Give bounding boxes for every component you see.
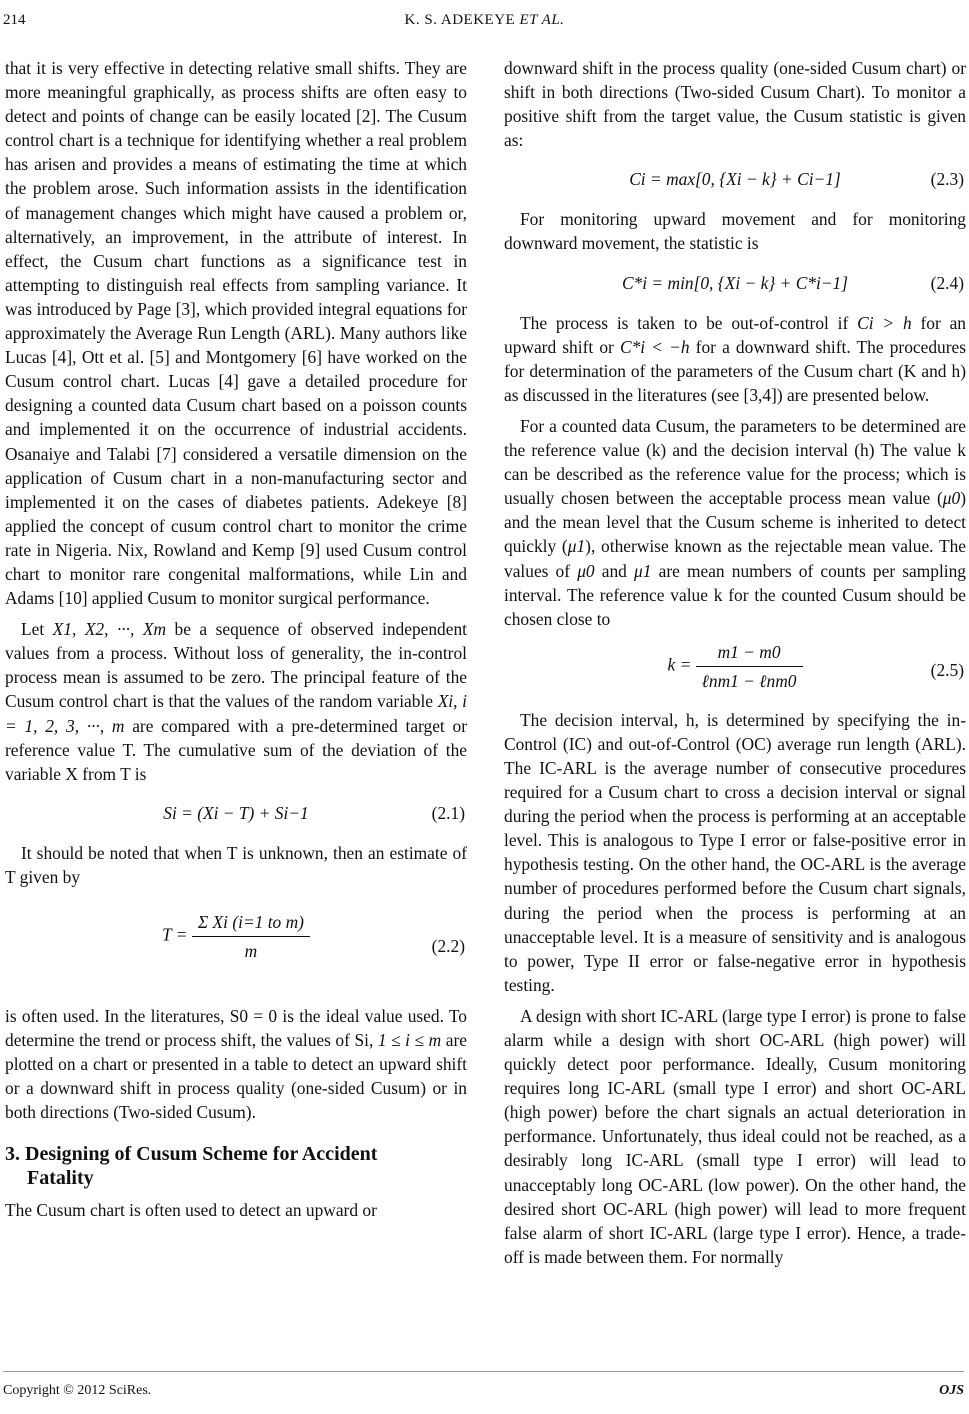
- math-xi: Xi: [437, 691, 454, 712]
- math-mu1: μ1: [567, 536, 586, 557]
- text-sequence-desc: be a sequence of observed independent values from a process. Without loss of generality, the in-control process mean is assumed to be zero. The principal feature of the Cusum control chart is that the values of the random variable: [5, 619, 467, 712]
- section-title-line-2: Fatality: [27, 1167, 94, 1190]
- running-head-etal: ET AL.: [519, 12, 565, 28]
- page-number: 214: [3, 12, 26, 28]
- section-number: 3.: [5, 1143, 20, 1166]
- left-paragraph-2: Let X1, X2, ···, Xm be a sequence of observed independent values from a process. Without loss of generality, the in-control process mean is assumed to be zero. The principal feature of the Cusum control chart is that the values of the random variable Xi, i = 1, 2, 3, ···, m are compared with a pre-determined target or reference value T. The cumulative sum of the deviation of the variable X from T is: [5, 619, 467, 784]
- left-paragraph-5: The Cusum chart is often used to detect an upward or: [5, 1200, 377, 1221]
- left-column: [5, 56, 467, 1230]
- equation-2-2-number: (2.2): [431, 936, 465, 956]
- equation-2-3-body: Ci = max[0, {Xi − k} + Ci−1]: [629, 169, 841, 190]
- equation-2-1: [5, 793, 467, 833]
- math-mu0-second: μ0: [577, 560, 595, 581]
- equation-2-2-numerator: Σ Xi (i=1 to m): [192, 910, 310, 937]
- math-mu0: μ0: [942, 488, 961, 509]
- equation-2-5-denominator: ℓnm1 − ℓnm0: [701, 670, 797, 691]
- running-head-authors: K. S. ADEKEYE: [404, 12, 516, 28]
- text-upward-shift: for an upward shift or: [504, 312, 966, 357]
- math-index-range: i = 1, 2, 3, ···, m: [5, 691, 467, 736]
- equation-2-4: [504, 263, 966, 303]
- text-parameters: For a counted data Cusum, the parameters to be determined are the reference value (k) and the decision interval (h) The value k can be described as the reference value for the process; which is usually chosen between the acceptable process mean value (: [504, 415, 966, 509]
- right-paragraph-2: For monitoring upward movement and for monitoring downward movement, the statistic is: [504, 209, 966, 254]
- right-paragraph-3: [504, 311, 966, 407]
- right-paragraph-6: A design with short IC-ARL (large type I error) is prone to false alarm while a design with short OC-ARL (high power) will quickly detect poor performance. Ideally, Cusum monitoring requires long IC-ARL (small type I error) and short OC-ARL (high power) before the chart signals an actual deterioration in performance. Unfortunately, thus ideal could not be reached, as a desirably long IC-ARL (small type I error) will lead to unacceptably long OC-ARL (low power). On the other hand, the desired short OC-ARL (high power) will lead to more frequent false alarm of short IC-ARL (large type I error). Hence, a trade-off is made between them. For normally: [504, 1005, 966, 1267]
- text-plotted: are plotted on a chart or presented in a table to detect an upward shift or a downward shift in process quality (one-sided Cusum) or in both directions (Two-sided Cusum).: [5, 1030, 467, 1123]
- text-rejectable: ), otherwise known as the rejectable mean value. The values of: [504, 536, 966, 581]
- right-paragraph-1: downward shift in the process quality (one-sided Cusum chart) or shift in both directions (Two-sided Cusum Chart). To monitor a positive shift from the target value, the Cusum statistic is given as:: [504, 58, 966, 151]
- text-mean-level: ) and the mean level that the Cusum scheme is inherited to detect quickly (: [504, 488, 966, 557]
- text-procedures: for a downward shift. The procedures for determination of the parameters of the Cusum chart (K and h) as discussed in the literatures (see [3,4]) are presented below.: [504, 336, 966, 405]
- equation-2-1-number: (2.1): [431, 802, 465, 823]
- left-paragraph-1: that it is very effective in detecting relative small shifts. They are more meaningful graphically, as process shifts are often easy to detect and points of change can be easily located [2]. The Cusum control chart is a technique for identifying whether a real problem has arisen and provides a means of estimating the time at which the problem arose. Such information assists in the identification of management changes which might have caused a problem or, alternatively, an improvement, in the attribute of interest. In effect, the Cusum chart functions as a significance test in attempting to distinguish real effects from sampling variance. It was introduced by Page [3], which provided integral equations for approximately the Average Run Length (ARL). Many authors like Lucas [4], Ott et al. [5] and Montgomery [6] have worked on the Cusum control chart. Lucas [4] gave a detailed procedure for designing a counted data Cusum chart based on a poisson counts and implemented it on the occurrence of industrial accidents. Osanaiye and Talabi [7] considered a versatile dimension on the application of Cusum chart in a non-manufacturing sector and implemented it on the cases of diabetes patients. Adekeye [8] applied the concept of cusum control chart to monitor the crime rate in Nigeria. Nix, Rowland and Kemp [9] used Cusum control chart to monitor rare congenital malformations, while Lin and Adams [10] applied Cusum to monitor surgical performance.: [5, 58, 467, 609]
- text-ideal-value: is often used. In the literatures, S0 = 0 is the ideal value used. To determine the trend or process shift, the values of Si,: [5, 1006, 467, 1051]
- equation-2-2-lhs: T =: [162, 924, 188, 945]
- text-and: and: [601, 560, 627, 581]
- equation-2-4-number: (2.4): [930, 272, 964, 293]
- math-lower-limit: C*i < −h: [619, 336, 690, 357]
- journal-abbreviation: OJS: [939, 1383, 964, 1398]
- page-footer: [0, 1383, 969, 1403]
- equation-2-5-number: (2.5): [930, 659, 964, 680]
- text-comparison: are compared with a pre-determined target or reference value T. The cumulative sum of the deviation of the variable X from T is: [5, 715, 467, 784]
- running-head: [0, 12, 969, 29]
- equation-2-3-number: (2.3): [930, 169, 964, 190]
- right-paragraph-4: [504, 414, 966, 631]
- text-counts: are mean numbers of counts per sampling interval. The reference value k for the counted Cusum should be chosen close to: [504, 560, 967, 629]
- math-i-range: 1 ≤ i ≤ m: [377, 1030, 442, 1051]
- left-paragraph-4: [5, 1004, 467, 1124]
- page-header: [0, 12, 969, 34]
- text-out-of-control: The process is taken to be out-of-control if: [520, 312, 849, 333]
- equation-2-4-body: C*i = min[0, {Xi − k} + C*i−1]: [621, 272, 849, 293]
- section-title-line-1: Designing of Cusum Scheme for Accident: [25, 1143, 378, 1166]
- footer-divider: [3, 1371, 964, 1372]
- equation-2-3: [504, 159, 966, 199]
- right-paragraph-5: The decision interval, h, is determined by specifying the in-Control (IC) and out-of-Control (OC) average run length (ARL). The IC-ARL is the average number of consecutive procedures required for a Cusum chart to cross a decision interval or signal during the period when the process is performing at an acceptable level. This is analogous to Type I error or false-positive error in hypothesis testing. On the other hand, the OC-ARL is the average number of procedures performed before the Cusum chart signals, during the period when the process is performing at an unacceptable level. It is a measure of sensitivity and is analogous to power, Type II error or false-negative error in hypothesis testing.: [504, 709, 966, 995]
- equation-2-1-body: Si = (Xi − T) + Si−1: [163, 802, 309, 823]
- equation-2-5-fraction: [696, 640, 803, 693]
- equation-2-2-fraction: [192, 910, 310, 963]
- equation-2-5-numerator: m1 − m0: [696, 640, 803, 667]
- equation-2-5: [504, 638, 966, 700]
- math-sequence: X1, X2, ···, Xm: [52, 619, 167, 640]
- math-upper-limit: Ci > h: [857, 312, 912, 333]
- section-heading: [5, 1142, 467, 1190]
- equation-2-5-body: [504, 640, 966, 693]
- equation-2-2-denominator: m: [244, 941, 258, 962]
- copyright-notice: Copyright © 2012 SciRes.: [3, 1383, 152, 1398]
- equation-2-5-lhs: k =: [667, 654, 692, 675]
- text-let: Let: [21, 619, 45, 640]
- equation-2-2-body: [5, 910, 467, 963]
- math-mu1-second: μ1: [634, 560, 652, 581]
- left-paragraph-3: It should be noted that when T is unknown, then an estimate of T given by: [5, 842, 467, 887]
- right-column: [504, 56, 966, 1276]
- equation-2-2: [5, 896, 467, 996]
